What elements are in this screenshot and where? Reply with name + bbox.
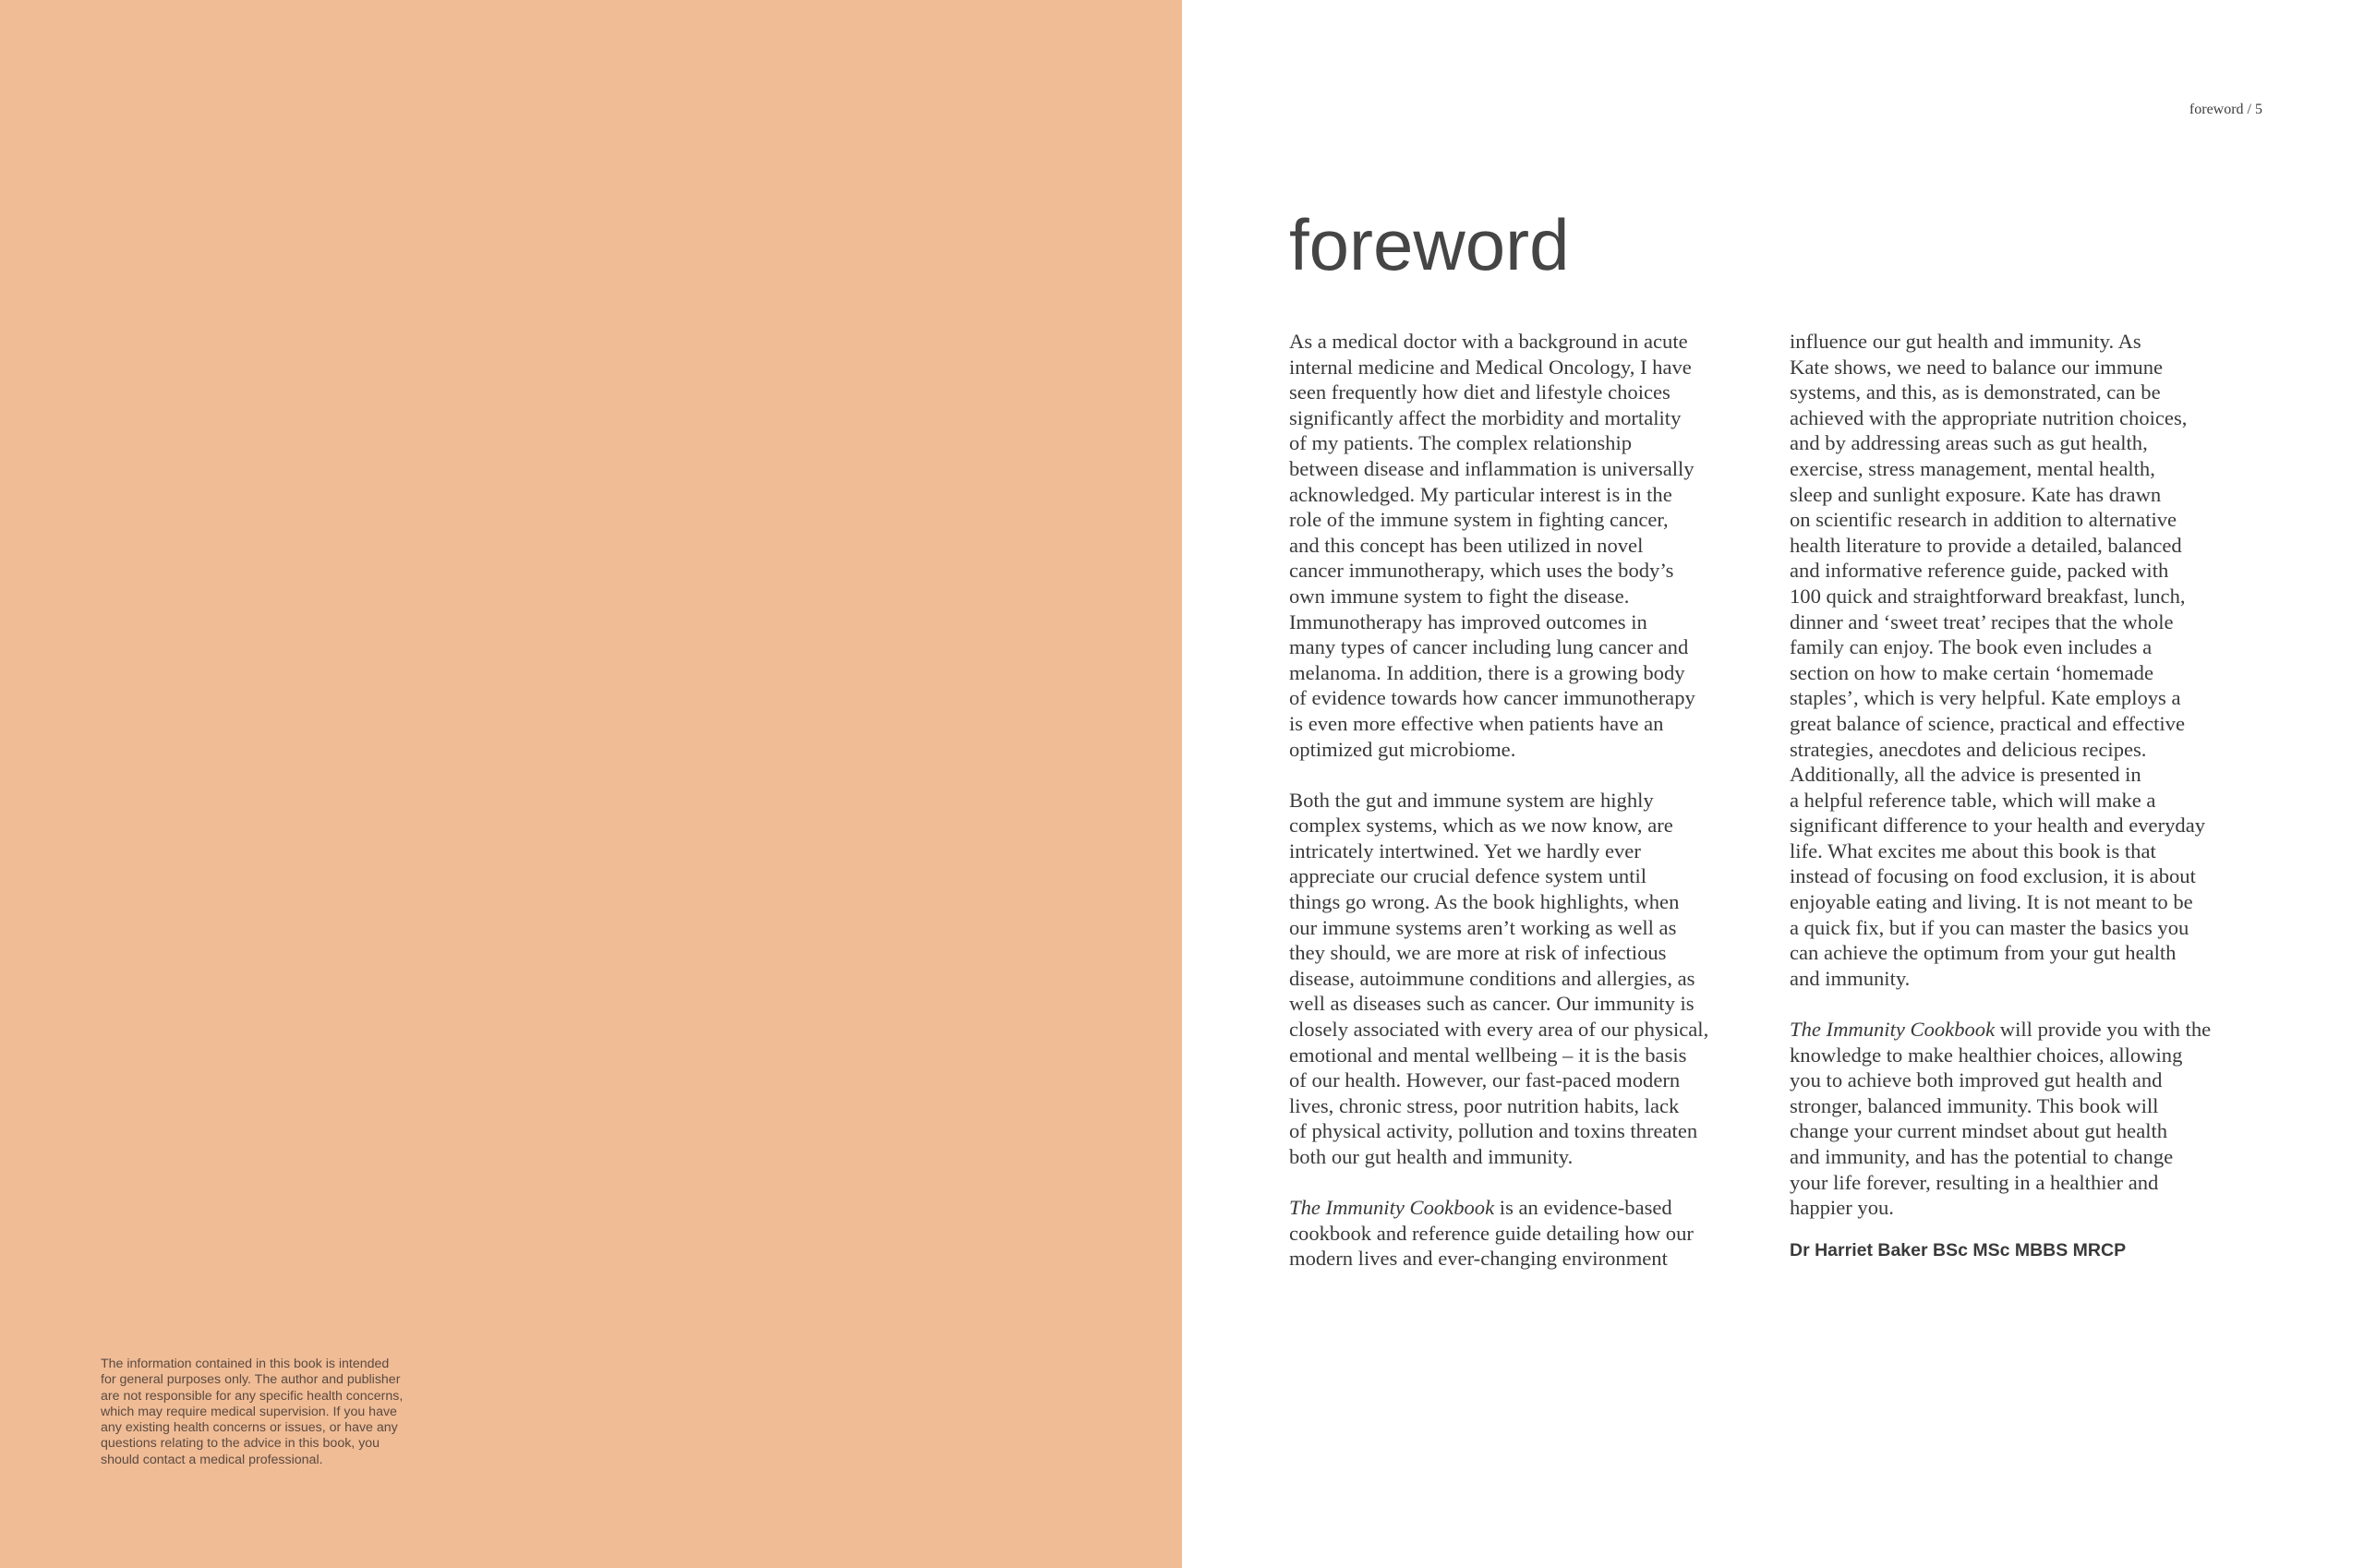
paragraph	[1790, 1017, 2270, 1221]
book-title: The Immunity Cookbook	[1289, 1196, 1495, 1220]
page-title: foreword	[1289, 204, 1570, 285]
text-column-left	[1289, 329, 1769, 1297]
page-folio: foreword / 5	[2189, 102, 2262, 117]
paragraph: influence our gut health and immunity. As Kate shows, we need to balance our immune systems, and this, as is demonstrated, can be achieved with the appropriate nutrition choices, and by addressing areas such as gut health, exercise, stress management, mental health, sleep and sunlight exposure. Kate has drawn on scientific research in addition to alternative health literature to provide a detailed, balanced and informative reference guide, packed with 100 quick and straightforward breakfast, lunch, dinner and ‘sweet treat’ recipes that the whole family can enjoy. The book even includes a section on how to make certain ‘homemade staples’, which is very helpful. Kate employs a great balance of science, practical and effective strategies, anecdotes and delicious recipes. Additionally, all the advice is presented in a helpful reference table, which will make a significant difference to your health and everyday life. What excites me about this book is that instead of focusing on food exclusion, it is about enjoyable eating and living. It is not meant to be a quick fix, but if you can master the basics you can achieve the optimum from your gut health and immunity.	[1790, 330, 2206, 990]
paragraph: Both the gut and immune system are highly complex systems, which as we now know, are intricately intertwined. Yet we hardly ever appreciate our crucial defence system until things go wrong. As the book highlights, when our immune systems aren’t working as well as they should, we are more at risk of infectious disease, autoimmune conditions and allergies, as well as diseases such as cancer. Our immunity is closely associated with every area of our physical, emotional and mental wellbeing – it is the basis of our health. However, our fast-paced modern lives, chronic stress, poor nutrition habits, lack of physical activity, pollution and toxins threaten both our gut health and immunity.	[1289, 788, 1709, 1168]
author-signature: Dr Harriet Baker BSc MSc MBBS MRCP	[1790, 1239, 2127, 1260]
paragraph	[1289, 1195, 1769, 1272]
paragraph-text: is an evidence-based cookbook and reference guide detailing how our modern lives and ever-changing environment	[1289, 1196, 1694, 1271]
disclaimer-text: The information contained in this book is intended for general purposes only. The author and publisher are not responsible for any specific health concerns, which may require medical supervision. If you have any existing health concerns or issues, or have any questions relating to the advice in this book, you should contact a medical professional.	[101, 1357, 404, 1467]
paragraph: As a medical doctor with a background in acute internal medicine and Medical Oncology, I have seen frequently how diet and lifestyle choices significantly affect the morbidity and mortality of my patients. The complex relationship between disease and inflammation is universally acknowledged. My particular interest is in the role of the immune system in fighting cancer, and this concept has been utilized in novel cancer immunotherapy, which uses the body’s own immune system to fight the disease. Immunotherapy has improved outcomes in many types of cancer including lung cancer and melanoma. In addition, there is a growing body of evidence towards how cancer immunotherapy is even more effective when patients have an optimized gut microbiome.	[1289, 330, 1695, 761]
right-page	[1182, 0, 2364, 1568]
paragraph-text: will provide you with the knowledge to make healthier choices, allowing you to achieve both improved gut health and stronger, balanced immunity. This book will change your current mindset about gut health and immunity, and has the potential to change your life forever, resulting in a healthier and happier you.	[1790, 1018, 2212, 1220]
book-title: The Immunity Cookbook	[1790, 1018, 1996, 1042]
text-column-right	[1790, 329, 2270, 1261]
